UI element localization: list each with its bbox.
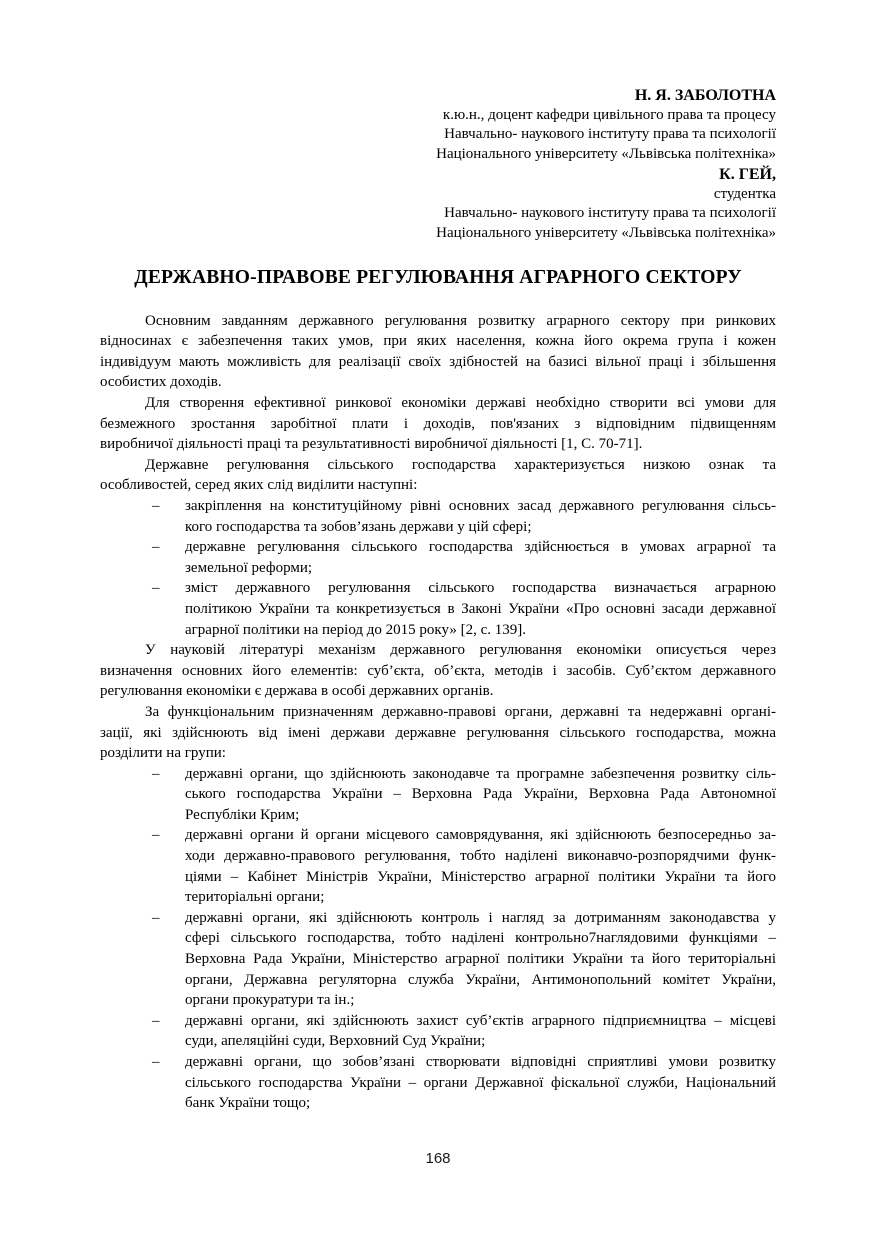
paragraph (100, 393, 776, 455)
text-line: територіальні органи; (185, 889, 325, 906)
list-item (100, 908, 776, 1011)
text-line: Верховна Рада України, Міністерство аграрної політики України та його територіальні (185, 951, 776, 968)
text-line: державні органи, які здійснюють захист суб’єктів аграрного підприємництва – місцеві (185, 1012, 776, 1029)
text-line: закріплення на конституційному рівні основних засад державного регулювання сільсь- (185, 497, 776, 514)
text-line: державне регулювання сільського господарства здійснюється в умовах аграрної та (185, 539, 776, 556)
author-affiliation-line: Навчально- наукового інституту права та психології (444, 126, 776, 143)
list-item (100, 537, 776, 578)
authors-block (100, 86, 776, 244)
dash-marker: – (152, 1012, 160, 1029)
author-name: Н. Я. ЗАБОЛОТНА (634, 87, 776, 104)
text-line: безмежного зростання заробітної плати і доходів, пов'язаних з відповідним підвищенням (100, 415, 776, 432)
author-name: К. ГЕЙ, (719, 165, 776, 183)
dash-marker: – (152, 580, 160, 597)
author-affiliation-line: Навчально- наукового інституту права та психології (444, 205, 776, 222)
text-line: регулювання економіки є держава в особі державних органів. (100, 683, 494, 700)
text-line: За функціональним призначенням державно-правові органи, державні та недержавні органі- (145, 703, 776, 720)
document-body (100, 311, 776, 1114)
text-line: аграрної політики на період до 2015 року» [2, с. 139]. (185, 621, 527, 638)
list-item (100, 1011, 776, 1052)
text-line: ського господарства України – Верховна Рада України, Верховна Рада Автономної (185, 786, 776, 803)
bullet-list (100, 496, 776, 640)
dash-marker: – (152, 539, 160, 556)
dash-marker: – (152, 497, 160, 514)
list-item (100, 1052, 776, 1114)
dash-marker: – (152, 1054, 160, 1070)
author-affiliation-line: Національного університету «Львівська політехніка» (436, 146, 776, 163)
paragraph (100, 311, 776, 393)
text-line: банк України тощо; (185, 1095, 311, 1112)
text-line: органи, Державна регуляторна служба України, Антимонопольний комітет України, (185, 971, 776, 988)
paragraph (100, 702, 776, 764)
text-line: ціями – Кабінет Міністрів України, Міністерство аграрної політики України та його (185, 868, 776, 885)
text-line: сільського господарства України – органи Державної фіскальної служби, Національний (185, 1074, 776, 1091)
dash-marker: – (152, 827, 160, 844)
paragraph (100, 640, 776, 702)
text-line: політикою України та конкретизується в Законі України «Про основні засади державної (185, 600, 776, 617)
text-line: Державне регулювання сільського господарства характеризується низкою ознак та (145, 456, 776, 473)
text-line: державні органи, що зобов’язані створювати відповідні сприятливі умови розвитку (185, 1054, 776, 1070)
text-line: Республіки Крим; (185, 806, 300, 823)
text-line: розділити на групи: (100, 745, 226, 762)
text-line: особливостей, серед яких слід виділити наступні: (100, 477, 418, 494)
text-line: виробничої діяльності праці та результативності виробничої діяльності [1, С. 70-71]. (100, 436, 643, 453)
article-title: ДЕРЖАВНО-ПРАВОВЕ РЕГУЛЮВАННЯ АГРАРНОГО СЕКТОРУ (134, 266, 742, 288)
text-line: сфері сільського господарства, тобто наділені контрольно7наглядовими функціями – (185, 930, 776, 947)
text-line: визначення основних його елементів: суб’єкта, об’єкта, методів і засобів. Суб’єктом державного (100, 662, 776, 679)
list-item (100, 764, 776, 826)
author-affiliation-line: студентка (713, 185, 776, 202)
text-line: Основним завданням державного регулювання розвитку аграрного сектору при ринкових (145, 312, 776, 329)
dash-marker: – (152, 909, 160, 926)
bullet-list (100, 764, 776, 1114)
text-line: зації, які здійснюють від імені держави державне регулювання сільського господарства, можна (100, 724, 776, 741)
text-line: державні органи й органи місцевого самоврядування, які здійснюють безпосередньо за- (185, 827, 776, 844)
text-line: державні органи, які здійснюють контроль і нагляд за дотриманням законодавства у (185, 909, 776, 926)
text-line: ходи державно-правового регулювання, тобто наділені виконавчо-розпорядчими функ- (185, 848, 776, 865)
text-line: відносинах є забезпечення таких умов, при яких населення, кожна його окрема група і кожен (100, 333, 776, 350)
list-item (100, 496, 776, 537)
text-line: державні органи, що здійснюють законодавче та програмне забезпечення розвитку сіль- (185, 765, 776, 782)
text-line: Для створення ефективної ринкової економіки державі необхідно створити всі умови для (145, 395, 776, 411)
author-affiliation-line: к.ю.н., доцент кафедри цивільного права та процесу (442, 106, 776, 123)
text-line: земельної реформи; (185, 559, 313, 576)
text-line: кого господарства та зобов’язань держави у цій сфері; (185, 518, 532, 535)
text-line: індивідуум мають можливість для реалізації своїх здібностей на базисі вільної праці і збільшення (100, 353, 776, 370)
text-line: суди, апеляційні суди, Верховний Суд України; (185, 1033, 486, 1050)
paragraph (100, 455, 776, 496)
page-number: 168 (425, 1150, 451, 1167)
list-item (100, 825, 776, 907)
text-line: У науковій літературі механізм державного регулювання економіки описується через (145, 642, 776, 659)
text-line: зміст державного регулювання сільського господарства визначається аграрною (185, 580, 776, 597)
list-item (100, 578, 776, 640)
text-line: органи прокуратури та ін.; (185, 992, 355, 1009)
author-affiliation-line: Національного університету «Львівська політехніка» (436, 224, 776, 241)
dash-marker: – (152, 765, 160, 782)
text-line: особистих доходів. (100, 374, 222, 391)
